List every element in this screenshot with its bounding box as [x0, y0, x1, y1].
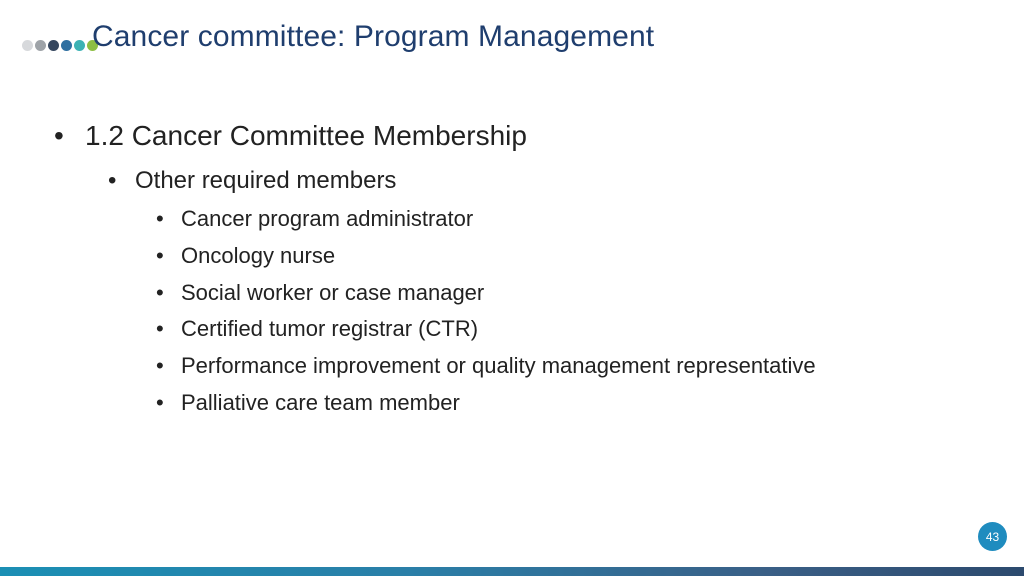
page-title: Cancer committee: Program Management: [92, 20, 655, 53]
bullet-text: Other required members: [135, 167, 397, 194]
bullet-text: Palliative care team member: [181, 390, 460, 415]
bullet-icon: •: [156, 206, 164, 231]
bullet-text: Social worker or case manager: [181, 280, 485, 305]
bullet-text: Performance improvement or quality management representative: [181, 353, 816, 378]
bullet-icon: •: [54, 120, 64, 151]
bullet-icon: •: [108, 167, 117, 194]
bullet-text: Certified tumor registrar (CTR): [181, 316, 479, 341]
bullet-text: Oncology nurse: [181, 243, 336, 268]
page-number-badge: [978, 522, 1007, 551]
bullet-text: 1.2 Cancer Committee Membership: [85, 120, 527, 151]
bullet-icon: •: [156, 390, 164, 415]
bullet-icon: •: [156, 353, 164, 378]
bullet-text: Cancer program administrator: [181, 206, 474, 231]
bullet-icon: •: [156, 280, 164, 305]
bullet-icon: •: [156, 243, 164, 268]
page-number: 43: [985, 529, 1000, 544]
footer-bar: [0, 567, 1024, 576]
bullet-icon: •: [156, 316, 164, 341]
